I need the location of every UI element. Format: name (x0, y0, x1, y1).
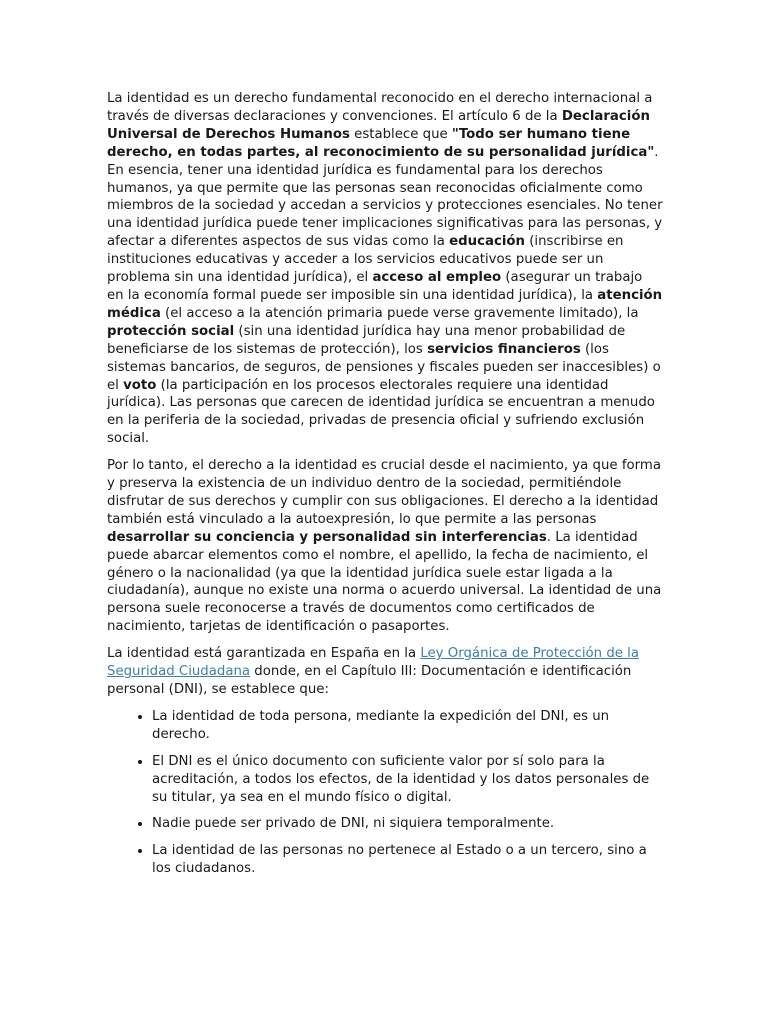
bold-text: acceso al empleo (372, 270, 502, 286)
bold-text: Declaración Universal de Derechos Humanos (107, 108, 650, 142)
bold-text: educación (449, 234, 525, 250)
bold-text: voto (123, 377, 157, 393)
bold-text: servicios financieros (427, 341, 581, 357)
text: donde, en el Capítulo III: Documentación e identificación personal (DNI), se establece que: (107, 664, 632, 697)
text: (inscribirse en instituciones educativas y acceder a los servicios educativos puede ser un problema sin una identidad jurídica), el (107, 234, 624, 286)
paragraph-birth-right (107, 457, 663, 636)
list-item: • Nadie puede ser privado de DNI, ni siquiera temporalmente. (152, 815, 663, 833)
text: La identidad está garantizada en España en la (107, 646, 421, 662)
bold-text: protección social (107, 323, 235, 339)
list-item: • La identidad de toda persona, mediante la expedición del DNI, es un derecho. (152, 708, 663, 744)
text: . La identidad puede abarcar elementos como el nombre, el apellido, la fecha de nacimiento, el género o la nacionalidad (ya que la identidad jurídica suele estar ligada a la ciudadanía), aunque no existe una norma o acuerdo universal. La identidad de una persona suele reconocerse a través de documentos como certificados de nacimiento, tarjetas de identificación o pasaportes. (107, 529, 662, 635)
text: Por lo tanto, el derecho a la identidad es crucial desde el nacimiento, ya que forma y preserva la existencia de un individuo dentro de la sociedad, permitiéndole disfrutar de sus derechos y cumplir con sus obligaciones. El derecho a la identidad también está vinculado a la autoexpresión, lo que permite a las personas (107, 458, 661, 527)
text: La identidad es un derecho fundamental reconocido en el derecho internacional a través de diversas declaraciones y convenciones. El artículo 6 de la (107, 91, 653, 124)
text: (la participación en los procesos electorales requiere una identidad jurídica). Las personas que carecen de identidad jurídica se encuentran a menudo en la periferia de la sociedad, privadas de presencia oficial y sufriendo exclusión social. (107, 377, 655, 447)
bold-text: atención médica (107, 287, 663, 321)
text: (el acceso a la atención primaria puede verse gravemente limitado), la (160, 305, 639, 321)
text: . En esencia, tener una identidad jurídica es fundamental para los derechos humanos, ya que permite que las personas sean reconocidas oficialmente como miembros de la sociedad y accedan a servicios y protecciones esenciales. No tener una identidad jurídica puede tener implicaciones significativas para las personas, y afectar a diferentes aspectos de sus vidas como la (107, 144, 663, 250)
paragraph-spain-law (107, 645, 663, 699)
dni-list (107, 708, 663, 878)
list-item: • El DNI es el único documento con suficiente valor por sí solo para la acreditación, a todos los efectos, de la identidad y los datos personales de su titular, ya sea en el mundo físico o digital. (152, 753, 663, 807)
text: (los sistemas bancarios, de seguros, de pensiones y fiscales pueden ser inaccesibles) o el (107, 341, 661, 393)
paragraph-intro (107, 90, 663, 448)
text: (sin una identidad jurídica hay una menor probabilidad de beneficiarse de los sistemas de protección), los (107, 323, 626, 357)
bold-quote: "Todo ser humano tiene derecho, en todas partes, al reconocimiento de su personalidad jurídica" (107, 126, 655, 160)
list-item: • La identidad de las personas no pertenece al Estado o a un tercero, sino a los ciudadanos. (152, 842, 663, 878)
law-link[interactable]: Ley Orgánica de Protección de la Seguridad Ciudadana (107, 646, 640, 680)
text: (asegurar un trabajo en la economía formal puede ser imposible sin una identidad jurídica), la (107, 270, 643, 303)
text: establece que (349, 126, 452, 142)
bold-text: desarrollar su conciencia y personalidad sin interferencias (107, 529, 547, 545)
document-body (107, 90, 663, 887)
